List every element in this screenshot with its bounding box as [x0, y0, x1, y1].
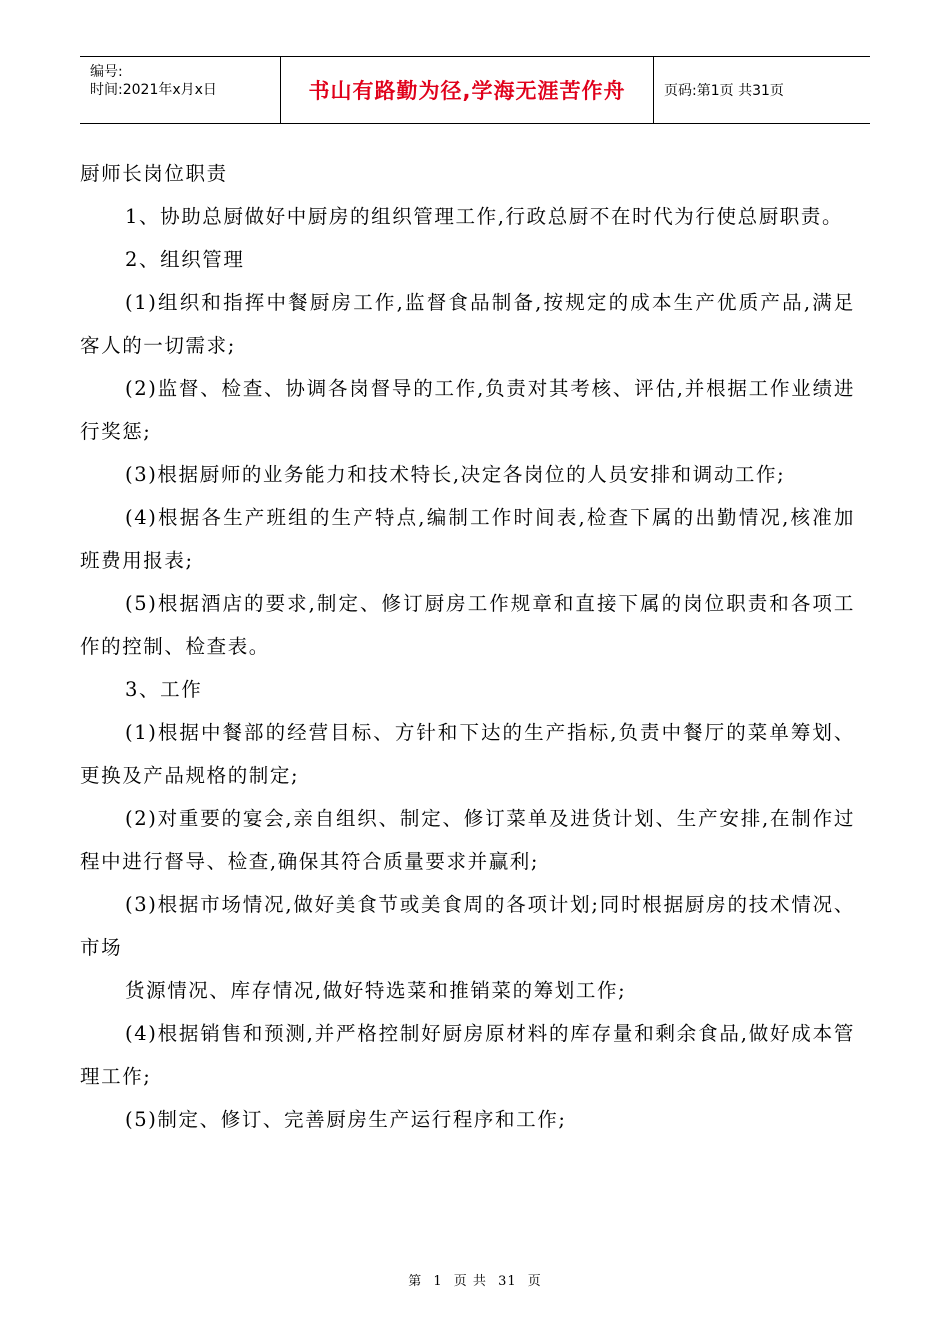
paragraph: (4)根据销售和预测,并严格控制好厨房原材料的库存量和剩余食品,做好成本管理工作; — [80, 1022, 855, 1088]
section-heading: 3、工作 — [125, 678, 203, 701]
paragraph: (1)根据中餐部的经营目标、方针和下达的生产指标,负责中餐厅的菜单筹划、更换及产品规格的制定; — [80, 721, 855, 787]
footer-mid: 页 共 — [453, 1274, 487, 1289]
paragraph: (3)根据厨师的业务能力和技术特长,决定各岗位的人员安排和调动工作; — [125, 463, 786, 486]
footer-prefix: 第 — [408, 1274, 423, 1289]
paragraph: (5)根据酒店的要求,制定、修订厨房工作规章和直接下属的岗位职责和各项工作的控制、检查表。 — [80, 592, 855, 658]
header-page-cell — [654, 57, 870, 123]
document-header — [80, 56, 870, 124]
paragraph: (1)组织和指挥中餐厨房工作,监督食品制备,按规定的成本生产优质产品,满足客人的一切需求; — [80, 291, 855, 357]
motto-text: 书山有路勤为径,学海无涯苦作舟 — [308, 79, 626, 103]
paragraph: (2)监督、检查、协调各岗督导的工作,负责对其考核、评估,并根据工作业绩进行奖惩; — [80, 377, 855, 443]
document-title: 厨师长岗位职责 — [80, 162, 228, 185]
page-info: 页码:第1页 共31页 — [664, 83, 784, 99]
document-body — [80, 152, 855, 1141]
paragraph: 1、协助总厨做好中厨房的组织管理工作,行政总厨不在时代为行使总厨职责。 — [125, 205, 844, 228]
footer-current-page: 1 — [433, 1274, 443, 1289]
page-footer — [0, 1270, 950, 1289]
header-motto-cell — [280, 57, 654, 123]
section-heading: 2、组织管理 — [125, 248, 245, 271]
footer-total-pages: 31 — [498, 1274, 517, 1289]
header-meta — [80, 57, 280, 123]
paragraph: (4)根据各生产班组的生产特点,编制工作时间表,检查下属的出勤情况,核准加班费用报表; — [80, 506, 855, 572]
paragraph: (5)制定、修订、完善厨房生产运行程序和工作; — [125, 1108, 567, 1131]
paragraph: (3)根据市场情况,做好美食节或美食周的各项计划;同时根据厨房的技术情况、市场 — [80, 893, 855, 959]
number-label: 编号: — [90, 64, 123, 80]
paragraph: (2)对重要的宴会,亲自组织、制定、修订菜单及进货计划、生产安排,在制作过程中进行督导、检查,确保其符合质量要求并赢利; — [80, 807, 855, 873]
paragraph: 货源情况、库存情况,做好特选菜和推销菜的筹划工作; — [125, 979, 627, 1002]
footer-suffix: 页 — [527, 1274, 542, 1289]
time-label: 时间:2021年x月x日 — [90, 82, 217, 98]
